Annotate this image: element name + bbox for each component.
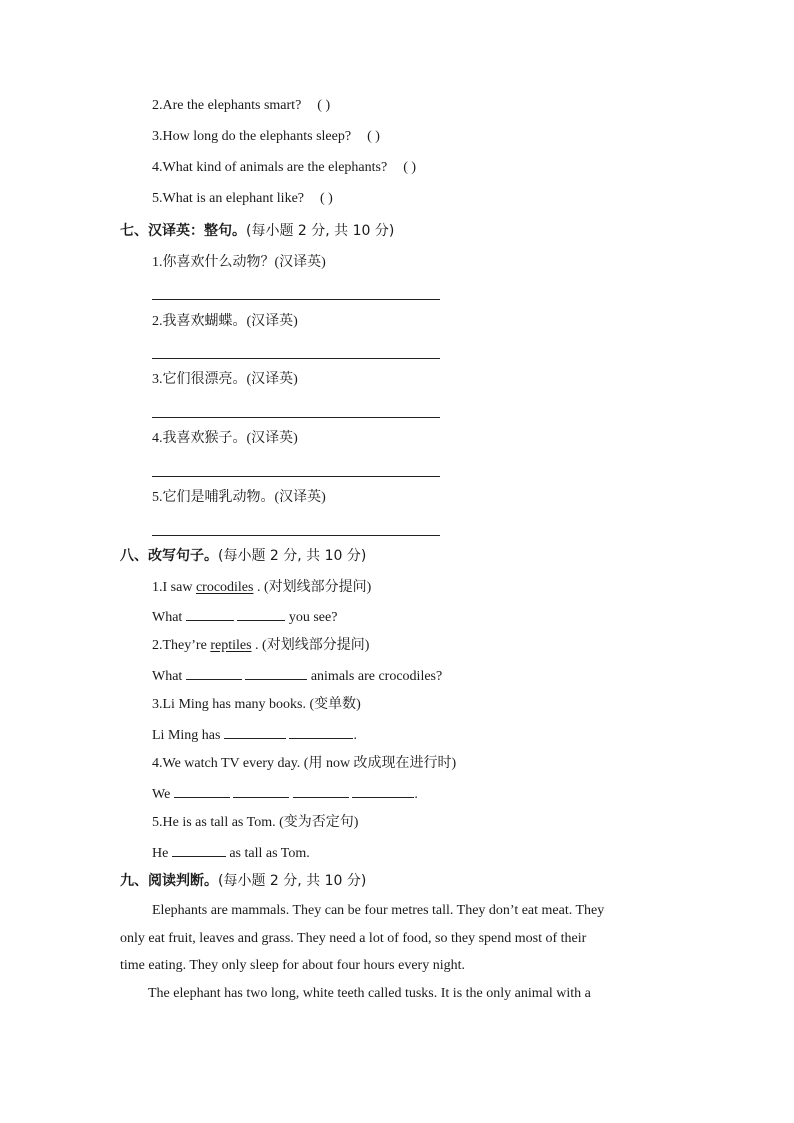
section-8-heading: 八、改写句子。(每小题 2 分, 共 10 分) (120, 548, 367, 564)
answer-parentheses[interactable]: ( ) (367, 129, 380, 144)
answer-8-5: He as tall as Tom. (152, 846, 310, 861)
fill-blank[interactable] (352, 785, 414, 798)
question-7-2: 2.我喜欢蝴蝶。(汉译英) (152, 314, 298, 329)
answer-parentheses[interactable]: ( ) (320, 191, 333, 206)
question-8-4: 4.We watch TV every day. (用 now 改成现在进行时) (152, 756, 457, 771)
reading-paragraph-1-line-1: Elephants are mammals. They can be four metres tall. They don’t eat meat. They (152, 903, 605, 918)
reading-paragraph-1-line-2: only eat fruit, leaves and grass. They need a lot of food, so they spend most of their (120, 931, 587, 946)
question-7-1: 1.你喜欢什么动物？(汉译英) (152, 255, 326, 270)
fill-blank[interactable] (233, 785, 289, 798)
underlined-word: reptiles (210, 638, 252, 653)
question-8-3: 3.Li Ming has many books. (变单数) (152, 697, 361, 712)
answer-line[interactable] (152, 535, 440, 536)
question-7-3: 3.它们很漂亮。(汉译英) (152, 372, 298, 387)
question-7-4: 4.我喜欢猴子。(汉译英) (152, 431, 298, 446)
question-6-3: 3.How long do the elephants sleep? ( ) (152, 129, 380, 144)
reading-paragraph-2-line-1: The elephant has two long, white teeth called tusks. It is the only animal with a (148, 986, 591, 1001)
answer-line[interactable] (152, 417, 440, 418)
fill-blank[interactable] (172, 844, 226, 857)
fill-blank[interactable] (186, 608, 234, 621)
question-8-5: 5.He is as tall as Tom. (变为否定句) (152, 815, 359, 830)
answer-8-2: What animals are crocodiles? (152, 669, 443, 684)
question-8-1: 1.I saw crocodiles . (对划线部分提问) (152, 580, 372, 595)
question-7-5: 5.它们是哺乳动物。(汉译英) (152, 490, 326, 505)
question-6-2: 2.Are the elephants smart? ( ) (152, 98, 331, 113)
fill-blank[interactable] (237, 608, 285, 621)
section-7-heading: 七、汉译英：整句。(每小题 2 分, 共 10 分) (120, 223, 395, 239)
underlined-word: crocodiles (195, 580, 254, 595)
fill-blank[interactable] (174, 785, 230, 798)
fill-blank[interactable] (293, 785, 349, 798)
question-8-2: 2.They’re reptiles . (对划线部分提问) (152, 638, 370, 653)
fill-blank[interactable] (245, 667, 307, 680)
fill-blank[interactable] (224, 726, 286, 739)
answer-line[interactable] (152, 476, 440, 477)
question-6-5: 5.What is an elephant like? ( ) (152, 191, 333, 206)
answer-8-4: We . (152, 787, 418, 802)
question-6-4: 4.What kind of animals are the elephants? ( ) (152, 160, 417, 175)
fill-blank[interactable] (186, 667, 242, 680)
reading-paragraph-1-line-3: time eating. They only sleep for about four hours every night. (120, 958, 465, 973)
answer-8-1: What you see? (152, 610, 338, 625)
answer-8-3: Li Ming has . (152, 728, 357, 743)
answer-parentheses[interactable]: ( ) (403, 160, 417, 175)
answer-line[interactable] (152, 358, 440, 359)
section-9-heading: 九、阅读判断。(每小题 2 分, 共 10 分) (120, 873, 367, 889)
answer-parentheses[interactable]: ( ) (317, 98, 331, 113)
answer-line[interactable] (152, 299, 440, 300)
fill-blank[interactable] (289, 726, 353, 739)
